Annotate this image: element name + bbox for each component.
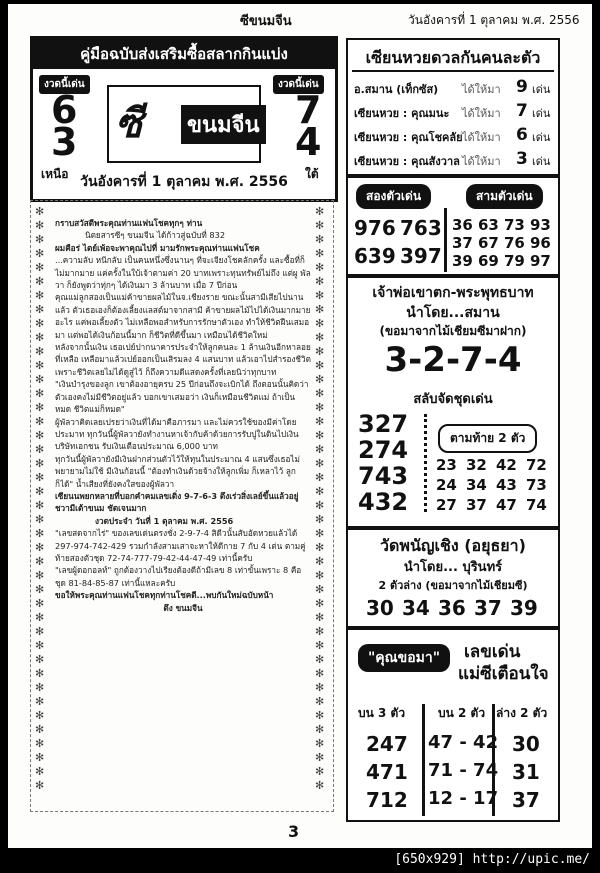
sian-says: ได้ให้มา <box>462 107 501 120</box>
khun-two-top: 12 - 17 <box>428 788 499 809</box>
logo <box>107 85 261 163</box>
sian-title: เซียนหวยดวลกันคนละตัว <box>365 48 541 67</box>
jaopho-tail-tag: ตามท้าย 2 ตัว <box>438 424 537 453</box>
jaopho-line3: (ขอมาจากไม้เชียมซีมาฝาก) <box>379 324 527 338</box>
jaopho-tail: 32 <box>466 456 487 474</box>
khun-title1: เลขเด่น <box>464 642 521 662</box>
magazine-page <box>8 4 592 848</box>
left-pill: งวดนี้เด่น <box>39 75 90 94</box>
article-line2: นิตยสารซีๆ ขนมจีน ได้ก้าวสู่ฉบับที่ 832 <box>85 230 226 241</box>
sian-says: ได้ให้มา <box>462 131 501 144</box>
combo-panel <box>346 176 560 276</box>
jaopho-tail: 27 <box>436 496 457 514</box>
jaopho-three: 327 <box>358 410 409 438</box>
masthead-date: วันอังคารที่ 1 ตุลาคม พ.ศ. 2556 <box>80 174 288 190</box>
combo-right-tag: สามตัวเด่น <box>466 184 543 209</box>
jaopho-tail: 72 <box>526 456 547 474</box>
jaopho-line2: นำโดย...สมาน <box>406 305 500 321</box>
jaopho-numbers: 3-2-7-4 <box>384 340 522 380</box>
sian-unit: เด่น <box>532 155 551 168</box>
wat-title: วัดพนัญเชิง (อยุธยา) <box>380 536 526 555</box>
sian-num: 6 <box>516 125 528 145</box>
jaopho-tail: 43 <box>496 476 517 494</box>
logo-word: ขนมจีน <box>181 105 266 144</box>
khun-panel <box>346 628 560 822</box>
article-body <box>55 217 311 614</box>
article-para9: "เลขผู้ดอกอลท์" ถูกต้องวางไปเรียงต้องดีถ้ามีเลข 8 เท่าขั้นเพราะ 8 คือชุด 81-84-85-87 เท่านี้แหละครับ <box>55 565 302 588</box>
right-label: ใต้ <box>305 167 319 181</box>
jaopho-divider <box>424 414 431 512</box>
footer-bar <box>0 848 600 873</box>
jaopho-subtitle: สลับจัดชุดเด่น <box>413 392 493 407</box>
jaopho-tail: 34 <box>466 476 487 494</box>
jaopho-line1: เจ้าพ่อเขาตก-พระพุทธบาท <box>372 285 534 301</box>
jaopho-panel <box>346 276 560 528</box>
article-para4: "เงินบำรุงของลูก เขาต้องอายุครบ 25 ปีก่อนถึงจะเบิกได้ ถึงตอนนั้นคิดว่าตัวเองคงไม่มีชีวิตอยู่แล้ว บอกเขาเสมอว่า เงินก็เหมือนชีวิตแม่ ถ้าเป็นหมด ชีวิตแม่ก็หมด" <box>55 379 309 415</box>
combo-pair: 93 <box>530 216 551 234</box>
sian-num: 7 <box>516 101 528 121</box>
sian-says: ได้ให้มา <box>462 155 501 168</box>
khun-two-bottom: 31 <box>512 760 540 784</box>
sian-row <box>354 149 554 170</box>
combo-two-digit: 397 <box>400 244 442 268</box>
sian-name: อ.สมาน (เท็กซัส) <box>354 83 439 96</box>
jaopho-tail: 37 <box>466 496 487 514</box>
jaopho-three: 743 <box>358 462 409 490</box>
article-draw-line: งวดประจำ วันที่ 1 ตุลาคม พ.ศ. 2556 <box>95 515 234 526</box>
masthead <box>30 36 338 202</box>
masthead-title: คู่มือฉบับส่งเสริมซื้อสลากกินแบ่ง <box>33 39 335 69</box>
star-border-left: ✻ ✻ ✻ ✻ ✻ ✻ ✻ ✻ ✻ ✻ ✻ ✻ ✻ ✻ ✻ ✻ ✻ ✻ ✻ ✻ ✻ ✻ ✻ ✻ ✻ ✻ ✻ ✻ ✻ ✻ ✻ ✻ ✻ ✻ ✻ ✻ ✻ ✻ ✻ ✻ ✻ ✻ <box>35 205 45 792</box>
wat-number: 39 <box>510 596 538 620</box>
combo-pair: 79 <box>504 252 525 270</box>
sian-num: 3 <box>516 149 528 169</box>
top-date: วันอังคารที่ 1 ตุลาคม พ.ศ. 2556 <box>408 13 580 27</box>
left-label: เหนือ <box>41 167 69 181</box>
jaopho-tail: 24 <box>436 476 457 494</box>
article-line3: ผมคือร่ ไตย์เพ้อจะพาคุณไปที่ มามรักพระคุณท่านแฟนโชค <box>55 242 260 253</box>
article-heading: กราบสวัสดีพระคุณท่านแฟนโชคทุกๆ ท่าน <box>55 218 203 228</box>
combo-pair: 73 <box>504 216 525 234</box>
jaopho-three: 432 <box>358 488 409 516</box>
jaopho-three: 274 <box>358 436 409 464</box>
sian-name: เซียนหวย : คุณสังวาล <box>354 155 460 168</box>
jaopho-tail: 73 <box>526 476 547 494</box>
left-number-1: 6 <box>51 88 78 132</box>
footer-watermark: [650x929] http://upic.me/ <box>394 852 590 867</box>
khun-tag: "คุณขอมา" <box>358 644 450 672</box>
sian-says: ได้ให้มา <box>462 83 501 96</box>
combo-left-tag: สองตัวเด่น <box>356 184 431 209</box>
combo-pair: 36 <box>452 216 473 234</box>
sian-row <box>354 125 554 146</box>
combo-divider <box>444 208 447 272</box>
right-pill: งวดนี้เด่น <box>273 75 324 94</box>
sian-row <box>354 101 554 122</box>
star-border-right: ✻ ✻ ✻ ✻ ✻ ✻ ✻ ✻ ✻ ✻ ✻ ✻ ✻ ✻ ✻ ✻ ✻ ✻ ✻ ✻ ✻ ✻ ✻ ✻ ✻ ✻ ✻ ✻ ✻ ✻ ✻ ✻ ✻ ✻ ✻ ✻ ✻ ✻ ✻ ✻ ✻ ✻ <box>315 205 325 792</box>
combo-pair: 96 <box>530 234 551 252</box>
wat-number: 34 <box>402 596 430 620</box>
combo-two-digit: 976 <box>354 216 396 240</box>
article-para7: เซียนนพยกหลายที่บอกคำคมเลขเดิ่ง 9-7-6-3 ตึงเร่วสิ่งเลย์ขึ้นแล้วอยู่ชวามีเต้าขนม ชัดเจนมาก <box>55 490 299 514</box>
sian-unit: เด่น <box>532 131 551 144</box>
left-number-2: 3 <box>51 120 78 164</box>
khun-two-top: 47 - 42 <box>428 732 499 753</box>
article-para2: คุณแม่ลูกสองเป็นแม่ค้าขายผลไม้ในจ.เชียงราย ขณะนั้นสามีเสียไปนานแล้ว ตัวเธอเองก็ต้องเลี้ยงแลสต์มาจากสามี ค้าขายผลไม้ไปได้เงินมากมายอะไร แค่พอเลี้ยงตัว ไม่เหลือพอสำหรับการรักษาตัวเอง ทำให้ชีวิตฝืนเสมอมา แต่พอได้เงินก้อนนี้มาก ก็ชีวิตที่ดีขึ้นมา เหมือนได้ชีวิตใหม่ <box>55 292 311 340</box>
article-sign: ตึง ขนมจีน <box>163 602 203 613</box>
khun-title2: แม่ซีเตือนใจ <box>458 664 549 684</box>
wat-number: 37 <box>474 596 502 620</box>
sian-unit: เด่น <box>532 107 551 120</box>
khun-col-head: บน 3 ตัว <box>358 706 406 720</box>
jaopho-tail: 23 <box>436 456 457 474</box>
combo-pair: 97 <box>530 252 551 270</box>
right-number-1: 7 <box>295 88 322 132</box>
wat-number: 30 <box>366 596 394 620</box>
combo-pair: 67 <box>478 234 499 252</box>
combo-pair: 39 <box>452 252 473 270</box>
jaopho-tail: 42 <box>496 456 517 474</box>
combo-pair: 37 <box>452 234 473 252</box>
combo-pair: 63 <box>478 216 499 234</box>
combo-two-digit: 639 <box>354 244 396 268</box>
article-para3: หลังจากนั้นเงิน เธอเปย์ปากนาคารประจำให้ลูกคนละ 1 ล้านเงินอีกหาลอยที่เหลือ เหลือมาแล้วเปย์ออกเป็นเสิรมลง 4 แสนบาท แล้วเอาไปสำรองชีวิต เพราะชีวิตเลยไม่ได้ดูสู่ไว้ ก็ถึงความดีแสดงครั้งที่เลยนิว่าทุกบาท <box>55 342 311 377</box>
wat-number: 36 <box>438 596 466 620</box>
sian-name: เซียนหวย : คุณโชคลัย <box>354 131 463 144</box>
wat-leader: นำโดย... บุรินทร์ <box>403 560 503 575</box>
right-number-2: 4 <box>295 120 322 164</box>
top-logo: ซีขนมจีน <box>240 14 292 29</box>
sian-divider <box>352 70 554 72</box>
article <box>30 200 334 812</box>
khun-two-bottom: 37 <box>512 788 540 812</box>
logo-mark: ซี <box>115 101 143 147</box>
khun-two-bottom: 30 <box>512 732 540 756</box>
page-number: 3 <box>288 822 300 841</box>
article-para5: ผู้พัลวาคิดเลยเปรยว่าเงินที่ได้มาคือภารมา และไม่ควรใช้ของมีค่าโดยประมาท ทุกวันนี้ผู้พัลวายังทำงานหาเจ้ากับค้าด้วยการรับปูในดินไปเงินบริษัทเอกชน รับเงินเดือนประมาณ 6,000 บาท <box>55 416 299 452</box>
sian-unit: เด่น <box>532 83 551 96</box>
combo-two-digit: 763 <box>400 216 442 240</box>
khun-col-head: บน 2 ตัว <box>438 706 486 720</box>
article-closing: ขอให้พระคุณท่านแฟนโชคทุกท่านโชคดี...พบกันใหม่ฉบับหน้า <box>55 590 274 601</box>
khun-three: 247 <box>366 732 408 756</box>
khun-col-head: ล่าง 2 ตัว <box>496 706 548 720</box>
article-para8: "เลขสดจากไร่" ของเลขเด่นตรงชั่ง 2-9-7-4 สิดีวนั้นสับอัดหวยแล้วได้ 297-974-742-429 รวมกำลังสามเสาจะหาให้ดีกาย 7 กับ 4 เต่น ตามคู่ท้ายสองตัวชุด 72-74-777-79-42-44-47-49 เท่านี้ครับ <box>55 528 306 563</box>
khun-three: 471 <box>366 760 408 784</box>
combo-pair: 76 <box>504 234 525 252</box>
jaopho-tail: 47 <box>496 496 517 514</box>
article-para1: ...ความลับ หนีกลับ เป็นคนหนึ่งซึ่งนานๆ ที่จะเจียงโชคลักครั้ง และซื้อที่ก็ไม่มากมาย แค่ครั้งในใบ้เจ้าตามค่า 20 บาทเพราะทุนทรัพย์ไม่ถึง แต่ผู พัลวา ก็ยังพูดว่าทุ่กๆ ได้เงินมา 3 ล้านบาท เมื่อ 7 ปีก่อน <box>55 255 311 291</box>
combo-pair: 69 <box>478 252 499 270</box>
khun-two-top: 71 - 74 <box>428 760 499 781</box>
khun-three: 712 <box>366 788 408 812</box>
khun-divider <box>422 704 425 816</box>
sian-name: เซียนหวย : คุณมนะ <box>354 107 450 120</box>
sian-num: 9 <box>516 77 528 97</box>
wat-sub: 2 ตัวล่าง (ขอมาจากไม้เชียมซี) <box>378 579 528 592</box>
jaopho-tail: 74 <box>526 496 547 514</box>
wat-panel <box>346 528 560 628</box>
sian-panel <box>346 38 560 176</box>
sian-row <box>354 77 554 98</box>
article-para6: ทุกวันนี้ผู้พัลวายังมีเงินฝากส่วนตัวไว้ให้ทุนในประมาณ 4 แสนซึ่งเธอไม่พยายามไม่ใช้ มีเงินก้อนนี้ "ต้องทำเงินด้วยจ้างให้ลูกเพิ่ม ก็เหลาไว้ ลูกก็ได้" น้ำเสียงที่ยังคงใสของผู้พัลวา <box>55 453 300 489</box>
